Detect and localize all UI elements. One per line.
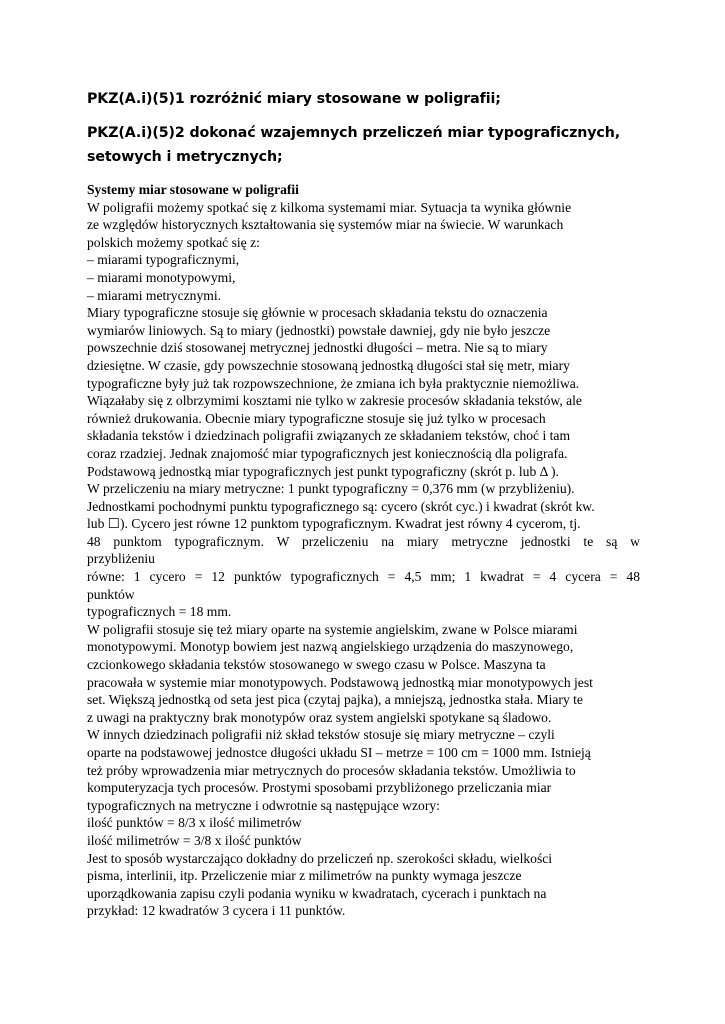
text-line: powszechnie dziś stosowanej metrycznej jednostki długości – metra. Nie są to miary [87, 340, 548, 356]
text-line: lub ☐). Cycero jest równe 12 punktom typograficznym. Kwadrat jest równy 4 cycerom, tj. [87, 516, 581, 532]
text-line: coraz rzadziej. Jednak znajomość miar typograficznych jest koniecznością dla poligrafa. [87, 445, 568, 461]
text-line: uporządkowania zapisu czyli podania wyniku w kwadratach, cycerach i punktach na [87, 885, 547, 901]
text-line: pracowała w systemie miar monotypowych. Podstawową jednostką miar monotypowych jest [87, 674, 593, 690]
text-line: też próby wprowadzenia miar metrycznych do procesów składania tekstów. Umożliwia to [87, 762, 576, 778]
objective-heading-1: PKZ(A.i)(5)1 rozróżnić miary stosowane w poligrafii; [87, 91, 501, 107]
text-line: wymiarów liniowych. Są to miary (jednostki) powstałe dawniej, gdy nie było jeszcze [87, 322, 551, 338]
text-line: Podstawową jednostką miar typograficznych jest punkt typograficzny (skrót p. lub Δ ). [87, 463, 559, 479]
text-line: Jest to sposób wystarczająco dokładny do przeliczeń np. szerokości składu, wielkości [87, 850, 553, 866]
text-line: W przeliczeniu na miary metryczne: 1 punkt typograficzny = 0,376 mm (w przybliżeniu). [87, 481, 575, 497]
text-line: Wiązałaby się z olbrzymimi kosztami nie tylko w zakresie procesów składania tekstów, ale [87, 393, 582, 409]
text-line: punktów [87, 586, 135, 602]
text-line: W poligrafii stosuje się też miary oparte na systemie angielskim, zwane w Polsce miarami [87, 621, 578, 637]
text-line: typograficznych na metryczne i odwrotnie są następujące wzory: [87, 797, 440, 813]
text-line: z uwagi na praktyczny brak monotypów oraz system angielski spotykane są śladowo. [87, 709, 552, 725]
text-line: – miarami typograficznymi, [87, 252, 240, 268]
section-title: Systemy miar stosowane w poligrafii [87, 182, 299, 197]
text-line: W poligrafii możemy spotkać się z kilkoma systemami miar. Sytuacja ta wynika głównie [87, 199, 572, 215]
text-line: komputeryzacja tych procesów. Prostymi sposobami przybliżonego przeliczania miar [87, 780, 552, 796]
text-line: oparte na podstawowej jednostce długości układu SI – metrze = 100 cm = 1000 mm. Istnieją [87, 745, 591, 760]
text-line: Jednostkami pochodnymi punktu typograficznego są: cycero (skrót cyc.) i kwadrat (skrót kw. [87, 498, 595, 514]
text-line: czcionkowego składania tekstów stosowanego w swego czasu w Polsce. Maszyna ta [87, 657, 546, 673]
text-line: również drukowania. Obecnie miary typograficzne stosuje się już tylko w procesach [87, 410, 546, 426]
text-line: ze względów historycznych kształtowania się systemów miar na świecie. W warunkach [87, 217, 564, 233]
text-line: pisma, interlinii, itp. Przeliczenie miar z milimetrów na punkty wymaga jeszcze [87, 868, 522, 884]
text-line: polskich możemy spotkać się z: [87, 234, 260, 250]
text-line: W innych dziedzinach poligrafii niż skład tekstów stosuje się miary metryczne – czyli [87, 727, 555, 743]
text-line: ilość milimetrów = 3/8 x ilość punktów [87, 832, 302, 848]
text-line: składania tekstów i dziedzinach poligrafii związanych ze składaniem tekstów, choć i tam [87, 428, 571, 444]
text-line: dziesiętne. W czasie, gdy powszechnie stosowaną jednostką długości stał się metr, miary [87, 357, 570, 373]
text-line: przybliżeniu [87, 551, 155, 567]
text-line: ilość punktów = 8/3 x ilość milimetrów [87, 815, 302, 831]
body-text [87, 181, 647, 920]
objective-heading-2: PKZ(A.i)(5)2 dokonać wzajemnych przeliczeń miar typograficznych, setowych i metrycznych; [87, 125, 620, 165]
text-line: 48 punktom typograficznym. W przeliczeniu na miary metryczne jednostki te są w [87, 533, 640, 549]
text-line: set. Większą jednostką od seta jest pica (czytaj pajka), a mniejszą, jednostka stała. Miary te [87, 692, 583, 708]
text-line: – miarami monotypowymi, [87, 269, 236, 285]
text-line: typograficzne były już tak rozpowszechnione, że zmiana ich była praktycznie niemożliwa. [87, 375, 580, 391]
text-line: monotypowymi. Monotyp bowiem jest nazwą angielskiego urządzenia do maszynowego, [87, 639, 574, 655]
text-line: równe: 1 cycero = 12 punktów typograficznych = 4,5 mm; 1 kwadrat = 4 cycera = 48 [87, 569, 640, 585]
text-line: typograficznych = 18 mm. [87, 604, 232, 620]
text-line: Miary typograficzne stosuje się głównie w procesach składania tekstu do oznaczenia [87, 305, 548, 321]
text-line: – miarami metrycznymi. [87, 287, 222, 303]
text-line: przykład: 12 kwadratów 3 cycera i 11 punktów. [87, 903, 346, 919]
